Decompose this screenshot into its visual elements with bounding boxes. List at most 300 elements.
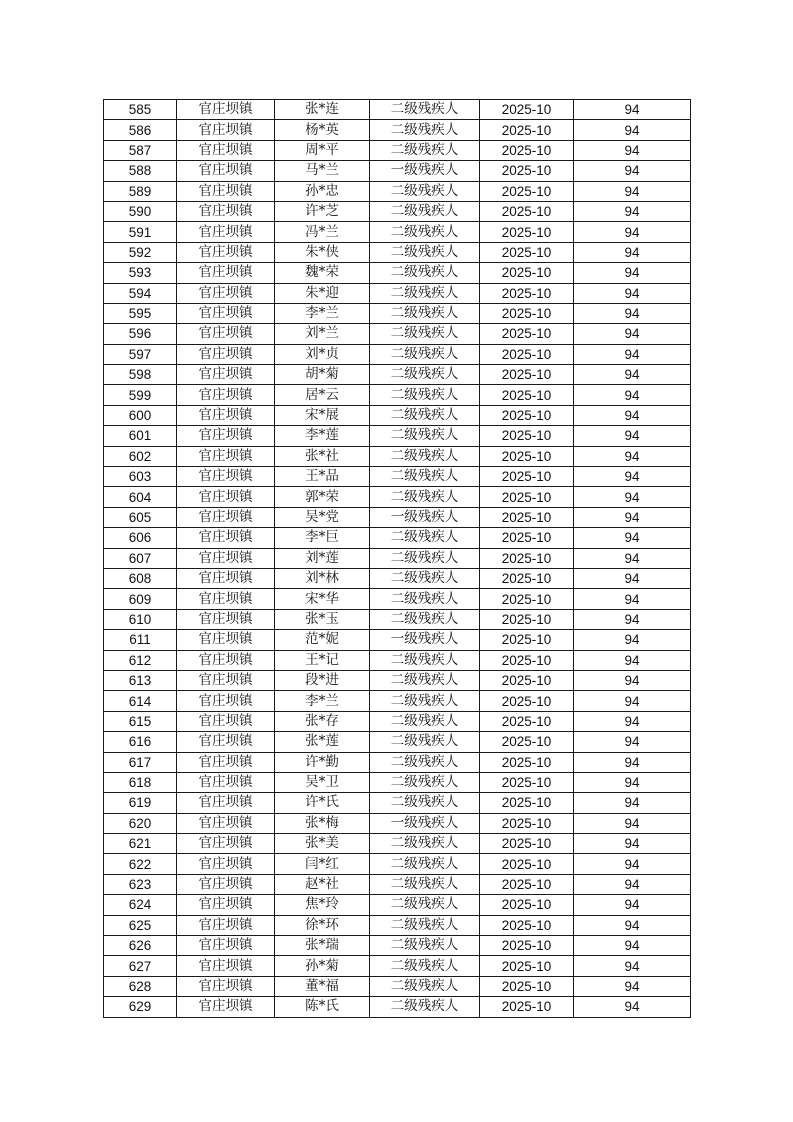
cell-amount: 94: [574, 344, 691, 364]
cell-name: 焦*玲: [275, 895, 370, 915]
cell-disability-level: 二级残疾人: [370, 120, 480, 140]
cell-serial-number: 590: [104, 201, 177, 221]
cell-disability-level: 二级残疾人: [370, 670, 480, 690]
cell-amount: 94: [574, 732, 691, 752]
cell-amount: 94: [574, 507, 691, 527]
cell-name: 吴*党: [275, 507, 370, 527]
cell-month: 2025-10: [480, 956, 574, 976]
cell-month: 2025-10: [480, 120, 574, 140]
cell-name: 朱*侠: [275, 242, 370, 262]
cell-month: 2025-10: [480, 263, 574, 283]
cell-name: 刘*林: [275, 568, 370, 588]
cell-month: 2025-10: [480, 528, 574, 548]
cell-town: 官庄坝镇: [177, 507, 275, 527]
cell-name: 张*莲: [275, 732, 370, 752]
cell-disability-level: 二级残疾人: [370, 874, 480, 894]
cell-amount: 94: [574, 161, 691, 181]
cell-name: 赵*社: [275, 874, 370, 894]
cell-name: 朱*迎: [275, 283, 370, 303]
cell-disability-level: 二级残疾人: [370, 242, 480, 262]
cell-serial-number: 622: [104, 854, 177, 874]
table-row: [104, 161, 691, 181]
cell-name: 许*氏: [275, 793, 370, 813]
cell-disability-level: 二级残疾人: [370, 752, 480, 772]
cell-month: 2025-10: [480, 161, 574, 181]
cell-serial-number: 600: [104, 405, 177, 425]
table-row: [104, 263, 691, 283]
cell-month: 2025-10: [480, 100, 574, 120]
cell-month: 2025-10: [480, 487, 574, 507]
cell-town: 官庄坝镇: [177, 161, 275, 181]
cell-town: 官庄坝镇: [177, 303, 275, 323]
cell-disability-level: 一级残疾人: [370, 161, 480, 181]
cell-amount: 94: [574, 568, 691, 588]
cell-month: 2025-10: [480, 874, 574, 894]
table-row: [104, 997, 691, 1017]
table-row: [104, 324, 691, 344]
cell-disability-level: 二级残疾人: [370, 711, 480, 731]
cell-month: 2025-10: [480, 691, 574, 711]
cell-disability-level: 一级残疾人: [370, 630, 480, 650]
cell-serial-number: 616: [104, 732, 177, 752]
table-row: [104, 528, 691, 548]
cell-amount: 94: [574, 895, 691, 915]
table-row: [104, 426, 691, 446]
table-row: [104, 140, 691, 160]
cell-serial-number: 629: [104, 997, 177, 1017]
cell-amount: 94: [574, 263, 691, 283]
cell-town: 官庄坝镇: [177, 732, 275, 752]
cell-amount: 94: [574, 834, 691, 854]
cell-town: 官庄坝镇: [177, 834, 275, 854]
cell-serial-number: 607: [104, 548, 177, 568]
cell-month: 2025-10: [480, 670, 574, 690]
cell-town: 官庄坝镇: [177, 100, 275, 120]
table-row: [104, 446, 691, 466]
cell-town: 官庄坝镇: [177, 936, 275, 956]
cell-month: 2025-10: [480, 650, 574, 670]
cell-name: 胡*菊: [275, 365, 370, 385]
cell-month: 2025-10: [480, 181, 574, 201]
cell-town: 官庄坝镇: [177, 120, 275, 140]
cell-disability-level: 二级残疾人: [370, 956, 480, 976]
cell-amount: 94: [574, 976, 691, 996]
cell-town: 官庄坝镇: [177, 222, 275, 242]
cell-amount: 94: [574, 140, 691, 160]
cell-month: 2025-10: [480, 446, 574, 466]
cell-name: 张*梅: [275, 813, 370, 833]
cell-name: 魏*荣: [275, 263, 370, 283]
cell-month: 2025-10: [480, 976, 574, 996]
cell-amount: 94: [574, 365, 691, 385]
table-row: [104, 650, 691, 670]
cell-amount: 94: [574, 772, 691, 792]
cell-name: 徐*环: [275, 915, 370, 935]
cell-disability-level: 二级残疾人: [370, 997, 480, 1017]
cell-amount: 94: [574, 283, 691, 303]
roster-table-body: [104, 100, 691, 1018]
cell-amount: 94: [574, 467, 691, 487]
cell-town: 官庄坝镇: [177, 691, 275, 711]
cell-serial-number: 618: [104, 772, 177, 792]
cell-disability-level: 二级残疾人: [370, 976, 480, 996]
cell-town: 官庄坝镇: [177, 201, 275, 221]
cell-town: 官庄坝镇: [177, 283, 275, 303]
cell-town: 官庄坝镇: [177, 426, 275, 446]
cell-name: 许*勤: [275, 752, 370, 772]
cell-serial-number: 594: [104, 283, 177, 303]
cell-town: 官庄坝镇: [177, 548, 275, 568]
cell-disability-level: 二级残疾人: [370, 405, 480, 425]
cell-month: 2025-10: [480, 793, 574, 813]
table-row: [104, 874, 691, 894]
cell-name: 段*进: [275, 670, 370, 690]
cell-town: 官庄坝镇: [177, 385, 275, 405]
cell-town: 官庄坝镇: [177, 956, 275, 976]
cell-name: 张*美: [275, 834, 370, 854]
cell-serial-number: 623: [104, 874, 177, 894]
cell-amount: 94: [574, 181, 691, 201]
cell-serial-number: 597: [104, 344, 177, 364]
cell-month: 2025-10: [480, 365, 574, 385]
cell-name: 宋*展: [275, 405, 370, 425]
cell-month: 2025-10: [480, 385, 574, 405]
cell-month: 2025-10: [480, 242, 574, 262]
cell-month: 2025-10: [480, 772, 574, 792]
cell-month: 2025-10: [480, 854, 574, 874]
table-row: [104, 487, 691, 507]
cell-month: 2025-10: [480, 426, 574, 446]
table-row: [104, 732, 691, 752]
table-row: [104, 100, 691, 120]
cell-month: 2025-10: [480, 711, 574, 731]
cell-month: 2025-10: [480, 732, 574, 752]
cell-town: 官庄坝镇: [177, 344, 275, 364]
cell-serial-number: 620: [104, 813, 177, 833]
cell-name: 陈*氏: [275, 997, 370, 1017]
cell-name: 闫*红: [275, 854, 370, 874]
cell-serial-number: 624: [104, 895, 177, 915]
table-row: [104, 752, 691, 772]
cell-serial-number: 611: [104, 630, 177, 650]
cell-month: 2025-10: [480, 222, 574, 242]
cell-amount: 94: [574, 670, 691, 690]
cell-serial-number: 604: [104, 487, 177, 507]
table-row: [104, 385, 691, 405]
cell-serial-number: 609: [104, 589, 177, 609]
cell-serial-number: 603: [104, 467, 177, 487]
cell-amount: 94: [574, 915, 691, 935]
table-row: [104, 936, 691, 956]
cell-amount: 94: [574, 589, 691, 609]
table-row: [104, 181, 691, 201]
cell-name: 冯*兰: [275, 222, 370, 242]
table-row: [104, 548, 691, 568]
cell-name: 郭*荣: [275, 487, 370, 507]
cell-name: 刘*贞: [275, 344, 370, 364]
cell-amount: 94: [574, 752, 691, 772]
cell-serial-number: 601: [104, 426, 177, 446]
cell-town: 官庄坝镇: [177, 895, 275, 915]
cell-name: 王*记: [275, 650, 370, 670]
cell-serial-number: 626: [104, 936, 177, 956]
cell-amount: 94: [574, 711, 691, 731]
cell-amount: 94: [574, 548, 691, 568]
cell-disability-level: 二级残疾人: [370, 568, 480, 588]
cell-serial-number: 605: [104, 507, 177, 527]
table-row: [104, 120, 691, 140]
cell-amount: 94: [574, 201, 691, 221]
table-row: [104, 956, 691, 976]
table-row: [104, 589, 691, 609]
cell-month: 2025-10: [480, 324, 574, 344]
cell-disability-level: 一级残疾人: [370, 507, 480, 527]
cell-disability-level: 二级残疾人: [370, 100, 480, 120]
cell-serial-number: 589: [104, 181, 177, 201]
cell-month: 2025-10: [480, 609, 574, 629]
cell-amount: 94: [574, 630, 691, 650]
cell-amount: 94: [574, 100, 691, 120]
cell-disability-level: 二级残疾人: [370, 181, 480, 201]
cell-town: 官庄坝镇: [177, 528, 275, 548]
subsidy-roster-table: [103, 99, 691, 1018]
cell-serial-number: 596: [104, 324, 177, 344]
cell-disability-level: 二级残疾人: [370, 834, 480, 854]
cell-amount: 94: [574, 303, 691, 323]
cell-serial-number: 602: [104, 446, 177, 466]
cell-amount: 94: [574, 793, 691, 813]
table-row: [104, 793, 691, 813]
cell-town: 官庄坝镇: [177, 405, 275, 425]
cell-serial-number: 613: [104, 670, 177, 690]
cell-disability-level: 二级残疾人: [370, 854, 480, 874]
cell-serial-number: 617: [104, 752, 177, 772]
table-row: [104, 772, 691, 792]
cell-disability-level: 二级残疾人: [370, 548, 480, 568]
cell-town: 官庄坝镇: [177, 854, 275, 874]
cell-month: 2025-10: [480, 915, 574, 935]
cell-town: 官庄坝镇: [177, 609, 275, 629]
cell-town: 官庄坝镇: [177, 181, 275, 201]
table-row: [104, 813, 691, 833]
cell-disability-level: 二级残疾人: [370, 201, 480, 221]
cell-town: 官庄坝镇: [177, 997, 275, 1017]
cell-disability-level: 二级残疾人: [370, 772, 480, 792]
cell-town: 官庄坝镇: [177, 630, 275, 650]
cell-town: 官庄坝镇: [177, 752, 275, 772]
table-row: [104, 609, 691, 629]
cell-name: 王*品: [275, 467, 370, 487]
cell-month: 2025-10: [480, 630, 574, 650]
cell-disability-level: 二级残疾人: [370, 283, 480, 303]
cell-serial-number: 593: [104, 263, 177, 283]
cell-disability-level: 二级残疾人: [370, 263, 480, 283]
cell-amount: 94: [574, 324, 691, 344]
cell-amount: 94: [574, 242, 691, 262]
cell-name: 张*玉: [275, 609, 370, 629]
cell-town: 官庄坝镇: [177, 446, 275, 466]
table-row: [104, 691, 691, 711]
table-row: [104, 222, 691, 242]
cell-serial-number: 619: [104, 793, 177, 813]
cell-month: 2025-10: [480, 752, 574, 772]
cell-amount: 94: [574, 405, 691, 425]
table-row: [104, 568, 691, 588]
cell-serial-number: 587: [104, 140, 177, 160]
cell-month: 2025-10: [480, 140, 574, 160]
cell-disability-level: 二级残疾人: [370, 915, 480, 935]
cell-disability-level: 二级残疾人: [370, 732, 480, 752]
cell-serial-number: 627: [104, 956, 177, 976]
cell-month: 2025-10: [480, 813, 574, 833]
cell-town: 官庄坝镇: [177, 589, 275, 609]
cell-month: 2025-10: [480, 344, 574, 364]
table-row: [104, 711, 691, 731]
cell-amount: 94: [574, 854, 691, 874]
table-row: [104, 976, 691, 996]
cell-amount: 94: [574, 956, 691, 976]
cell-town: 官庄坝镇: [177, 140, 275, 160]
cell-amount: 94: [574, 874, 691, 894]
cell-name: 居*云: [275, 385, 370, 405]
cell-serial-number: 628: [104, 976, 177, 996]
cell-name: 宋*华: [275, 589, 370, 609]
cell-disability-level: 一级残疾人: [370, 813, 480, 833]
cell-town: 官庄坝镇: [177, 650, 275, 670]
table-row: [104, 670, 691, 690]
cell-town: 官庄坝镇: [177, 874, 275, 894]
cell-amount: 94: [574, 487, 691, 507]
cell-serial-number: 614: [104, 691, 177, 711]
cell-disability-level: 二级残疾人: [370, 222, 480, 242]
cell-name: 李*莲: [275, 426, 370, 446]
cell-month: 2025-10: [480, 201, 574, 221]
cell-month: 2025-10: [480, 507, 574, 527]
cell-serial-number: 625: [104, 915, 177, 935]
table-row: [104, 405, 691, 425]
cell-town: 官庄坝镇: [177, 711, 275, 731]
cell-town: 官庄坝镇: [177, 772, 275, 792]
cell-disability-level: 二级残疾人: [370, 691, 480, 711]
cell-serial-number: 585: [104, 100, 177, 120]
table-row: [104, 895, 691, 915]
table-row: [104, 344, 691, 364]
cell-town: 官庄坝镇: [177, 324, 275, 344]
cell-disability-level: 二级残疾人: [370, 467, 480, 487]
cell-month: 2025-10: [480, 467, 574, 487]
cell-town: 官庄坝镇: [177, 365, 275, 385]
table-row: [104, 467, 691, 487]
table-row: [104, 834, 691, 854]
cell-amount: 94: [574, 446, 691, 466]
cell-name: 许*芝: [275, 201, 370, 221]
cell-amount: 94: [574, 385, 691, 405]
cell-name: 张*存: [275, 711, 370, 731]
cell-serial-number: 591: [104, 222, 177, 242]
cell-town: 官庄坝镇: [177, 487, 275, 507]
cell-name: 范*妮: [275, 630, 370, 650]
cell-town: 官庄坝镇: [177, 242, 275, 262]
cell-serial-number: 621: [104, 834, 177, 854]
table-row: [104, 365, 691, 385]
cell-name: 张*瑞: [275, 936, 370, 956]
cell-name: 李*兰: [275, 303, 370, 323]
cell-town: 官庄坝镇: [177, 670, 275, 690]
cell-disability-level: 二级残疾人: [370, 609, 480, 629]
cell-town: 官庄坝镇: [177, 793, 275, 813]
table-row: [104, 630, 691, 650]
cell-amount: 94: [574, 528, 691, 548]
cell-serial-number: 586: [104, 120, 177, 140]
cell-name: 孙*忠: [275, 181, 370, 201]
cell-serial-number: 595: [104, 303, 177, 323]
cell-serial-number: 606: [104, 528, 177, 548]
cell-month: 2025-10: [480, 548, 574, 568]
cell-name: 张*连: [275, 100, 370, 120]
cell-month: 2025-10: [480, 283, 574, 303]
table-row: [104, 242, 691, 262]
cell-disability-level: 二级残疾人: [370, 303, 480, 323]
cell-serial-number: 610: [104, 609, 177, 629]
cell-disability-level: 二级残疾人: [370, 650, 480, 670]
cell-month: 2025-10: [480, 895, 574, 915]
cell-disability-level: 二级残疾人: [370, 895, 480, 915]
cell-serial-number: 592: [104, 242, 177, 262]
cell-town: 官庄坝镇: [177, 263, 275, 283]
cell-town: 官庄坝镇: [177, 915, 275, 935]
cell-disability-level: 二级残疾人: [370, 344, 480, 364]
cell-amount: 94: [574, 650, 691, 670]
cell-serial-number: 598: [104, 365, 177, 385]
cell-month: 2025-10: [480, 834, 574, 854]
cell-month: 2025-10: [480, 936, 574, 956]
cell-disability-level: 二级残疾人: [370, 140, 480, 160]
cell-serial-number: 588: [104, 161, 177, 181]
table-row: [104, 507, 691, 527]
cell-name: 刘*莲: [275, 548, 370, 568]
cell-town: 官庄坝镇: [177, 568, 275, 588]
cell-month: 2025-10: [480, 997, 574, 1017]
cell-month: 2025-10: [480, 303, 574, 323]
cell-name: 杨*英: [275, 120, 370, 140]
cell-serial-number: 612: [104, 650, 177, 670]
cell-disability-level: 二级残疾人: [370, 793, 480, 813]
cell-town: 官庄坝镇: [177, 813, 275, 833]
cell-serial-number: 608: [104, 568, 177, 588]
table-row: [104, 283, 691, 303]
cell-town: 官庄坝镇: [177, 976, 275, 996]
cell-disability-level: 二级残疾人: [370, 446, 480, 466]
cell-name: 刘*兰: [275, 324, 370, 344]
table-row: [104, 303, 691, 323]
cell-serial-number: 599: [104, 385, 177, 405]
cell-disability-level: 二级残疾人: [370, 324, 480, 344]
cell-name: 董*福: [275, 976, 370, 996]
cell-amount: 94: [574, 936, 691, 956]
cell-amount: 94: [574, 609, 691, 629]
cell-disability-level: 二级残疾人: [370, 487, 480, 507]
cell-name: 张*社: [275, 446, 370, 466]
cell-amount: 94: [574, 997, 691, 1017]
cell-disability-level: 二级残疾人: [370, 528, 480, 548]
cell-amount: 94: [574, 691, 691, 711]
cell-disability-level: 二级残疾人: [370, 365, 480, 385]
cell-town: 官庄坝镇: [177, 467, 275, 487]
cell-month: 2025-10: [480, 568, 574, 588]
cell-amount: 94: [574, 813, 691, 833]
cell-month: 2025-10: [480, 589, 574, 609]
cell-month: 2025-10: [480, 405, 574, 425]
